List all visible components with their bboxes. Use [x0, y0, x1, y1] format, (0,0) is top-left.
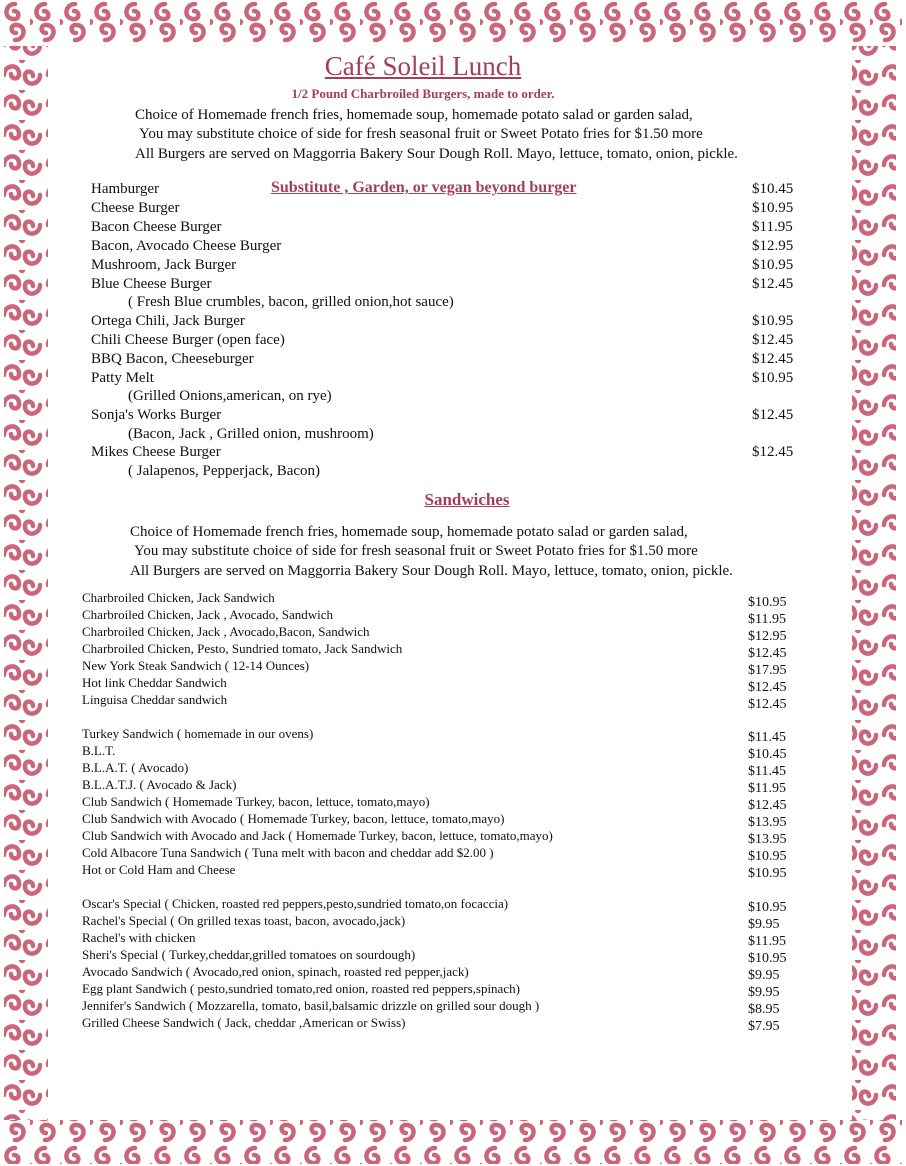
- intro-line: You may substitute choice of side for fresh seasonal fruit or Sweet Potato fries for $1.50 more: [134, 543, 698, 559]
- menu-item-price: $12.45: [752, 332, 794, 348]
- menu-item-price: $12.45: [748, 697, 787, 712]
- intro-line: All Burgers are served on Maggorria Bakery Sour Dough Roll. Mayo, lettuce, tomato, onion, pickle.: [135, 146, 738, 162]
- menu-item-price: $12.45: [752, 407, 794, 423]
- menu-item-name: Charbroiled Chicken, Jack Sandwich: [82, 590, 275, 605]
- menu-item-price: $12.45: [752, 444, 794, 460]
- menu-item-name: Sheri's Special ( Turkey,cheddar,grilled tomatoes on sourdough): [82, 947, 416, 962]
- menu-item-name: Patty Melt: [91, 370, 154, 386]
- menu-item-name: Blue Cheese Burger: [91, 276, 212, 292]
- menu-item-price: $10.95: [748, 849, 787, 864]
- menu-item-price: $13.95: [748, 815, 787, 830]
- intro-line: Choice of Homemade french fries, homemade soup, homemade potato salad or garden salad,: [135, 107, 693, 123]
- menu-item-price: $10.95: [752, 370, 794, 386]
- substitute-heading: Substitute , Garden, or vegan beyond burger: [271, 179, 577, 196]
- menu-item-description: (Bacon, Jack , Grilled onion, mushroom): [128, 426, 374, 442]
- menu-item-price: $10.95: [748, 951, 787, 966]
- menu-item-description: (Grilled Onions,american, on rye): [128, 388, 332, 404]
- menu-item-price: $10.95: [748, 595, 787, 610]
- menu-item-price: $12.45: [752, 351, 794, 367]
- menu-item-name: Rachel's Special ( On grilled texas toast, bacon, avocado,jack): [82, 913, 406, 928]
- menu-item-price: $10.95: [752, 200, 794, 216]
- menu-item-price: $12.95: [748, 629, 787, 644]
- menu-item-price: $9.95: [748, 968, 780, 983]
- menu-item-price: $10.95: [748, 866, 787, 881]
- page-subtitle: 1/2 Pound Charbroiled Burgers, made to order.: [291, 86, 555, 101]
- menu-item-description: ( Fresh Blue crumbles, bacon, grilled onion,hot sauce): [128, 294, 454, 310]
- menu-item-price: $10.45: [752, 181, 794, 197]
- menu-item-name: Linguisa Cheddar sandwich: [82, 692, 228, 707]
- menu-item-price: $10.95: [748, 900, 787, 915]
- menu-item-name: Mikes Cheese Burger: [91, 444, 221, 460]
- menu-item-name: New York Steak Sandwich ( 12-14 Ounces): [82, 658, 310, 673]
- menu-item-price: $12.45: [748, 646, 787, 661]
- menu-item-price: $11.45: [748, 730, 786, 745]
- menu-item-name: Club Sandwich with Avocado and Jack ( Homemade Turkey, bacon, lettuce, tomato,mayo): [82, 828, 553, 843]
- menu-item-name: Grilled Cheese Sandwich ( Jack, cheddar ,American or Swiss): [82, 1015, 406, 1030]
- menu-item-price: $11.95: [752, 219, 793, 235]
- menu-item-name: Ortega Chili, Jack Burger: [91, 313, 245, 329]
- intro-line: You may substitute choice of side for fresh seasonal fruit or Sweet Potato fries for $1.50 more: [139, 126, 703, 142]
- page-title: Café Soleil Lunch: [324, 51, 522, 81]
- menu-item-price: $11.95: [748, 934, 786, 949]
- menu-item-price: $17.95: [748, 663, 787, 678]
- menu-item-name: Charbroiled Chicken, Jack , Avocado, Sandwich: [82, 607, 334, 622]
- menu-item-name: Bacon Cheese Burger: [91, 219, 222, 235]
- menu-item-name: Charbroiled Chicken, Pesto, Sundried tomato, Jack Sandwich: [82, 641, 403, 656]
- menu-item-name: B.L.A.T. ( Avocado): [82, 760, 189, 775]
- menu-item-name: Egg plant Sandwich ( pesto,sundried tomato,red onion, roasted red peppers,spinach): [82, 981, 520, 996]
- menu-item-price: $8.95: [748, 1002, 780, 1017]
- menu-item-price: $11.95: [748, 612, 786, 627]
- menu-item-price: $11.95: [748, 781, 786, 796]
- menu-item-name: Oscar's Special ( Chicken, roasted red peppers,pesto,sundried tomato,on focaccia): [82, 896, 509, 911]
- menu-item-name: Club Sandwich with Avocado ( Homemade Turkey, bacon, lettuce, tomato,mayo): [82, 811, 505, 826]
- menu-item-name: Hot link Cheddar Sandwich: [82, 675, 227, 690]
- menu-item-price: $12.45: [748, 798, 787, 813]
- menu-item-name: Avocado Sandwich ( Avocado,red onion, spinach, roasted red pepper,jack): [82, 964, 469, 979]
- menu-item-name: Mushroom, Jack Burger: [91, 257, 237, 273]
- menu-item-price: $10.45: [748, 747, 787, 762]
- menu-item-name: B.L.A.T.J. ( Avocado & Jack): [82, 777, 237, 792]
- menu-item-price: $12.95: [752, 238, 794, 254]
- menu-item-name: Bacon, Avocado Cheese Burger: [91, 238, 282, 254]
- sandwiches-heading: Sandwiches: [424, 490, 510, 509]
- intro-line: All Burgers are served on Maggorria Bakery Sour Dough Roll. Mayo, lettuce, tomato, onion, pickle.: [130, 563, 733, 579]
- menu-item-name: Turkey Sandwich ( homemade in our ovens): [82, 726, 314, 741]
- menu-item-description: ( Jalapenos, Pepperjack, Bacon): [128, 463, 321, 479]
- menu-item-price: $11.45: [748, 764, 786, 779]
- menu-item-price: $12.45: [748, 680, 787, 695]
- menu-item-price: $10.95: [752, 257, 794, 273]
- menu-item-name: Hot or Cold Ham and Cheese: [82, 862, 236, 877]
- menu-item-name: Charbroiled Chicken, Jack , Avocado,Bacon, Sandwich: [82, 624, 370, 639]
- menu-item-name: Hamburger: [91, 181, 160, 197]
- menu-item-price: $9.95: [748, 917, 780, 932]
- menu-item-price: $7.95: [748, 1019, 780, 1034]
- menu-item-price: $9.95: [748, 985, 780, 1000]
- menu-item-price: $10.95: [752, 313, 794, 329]
- menu-item-name: Chili Cheese Burger (open face): [91, 332, 285, 348]
- menu-item-name: Club Sandwich ( Homemade Turkey, bacon, lettuce, tomato,mayo): [82, 794, 430, 809]
- menu-item-name: Rachel's with chicken: [82, 930, 196, 945]
- intro-line: Choice of Homemade french fries, homemade soup, homemade potato salad or garden salad,: [130, 524, 688, 540]
- menu-item-name: BBQ Bacon, Cheeseburger: [91, 351, 254, 367]
- menu-item-name: Jennifer's Sandwich ( Mozzarella, tomato, basil,balsamic drizzle on grilled sour dough ): [82, 998, 540, 1013]
- menu-item-name: Cheese Burger: [91, 200, 180, 216]
- menu-item-name: B.L.T.: [82, 743, 116, 758]
- menu-item-price: $13.95: [748, 832, 787, 847]
- menu-item-price: $12.45: [752, 276, 794, 292]
- menu-item-name: Cold Albacore Tuna Sandwich ( Tuna melt with bacon and cheddar add $2.00 ): [82, 845, 494, 860]
- menu-item-name: Sonja's Works Burger: [91, 407, 222, 423]
